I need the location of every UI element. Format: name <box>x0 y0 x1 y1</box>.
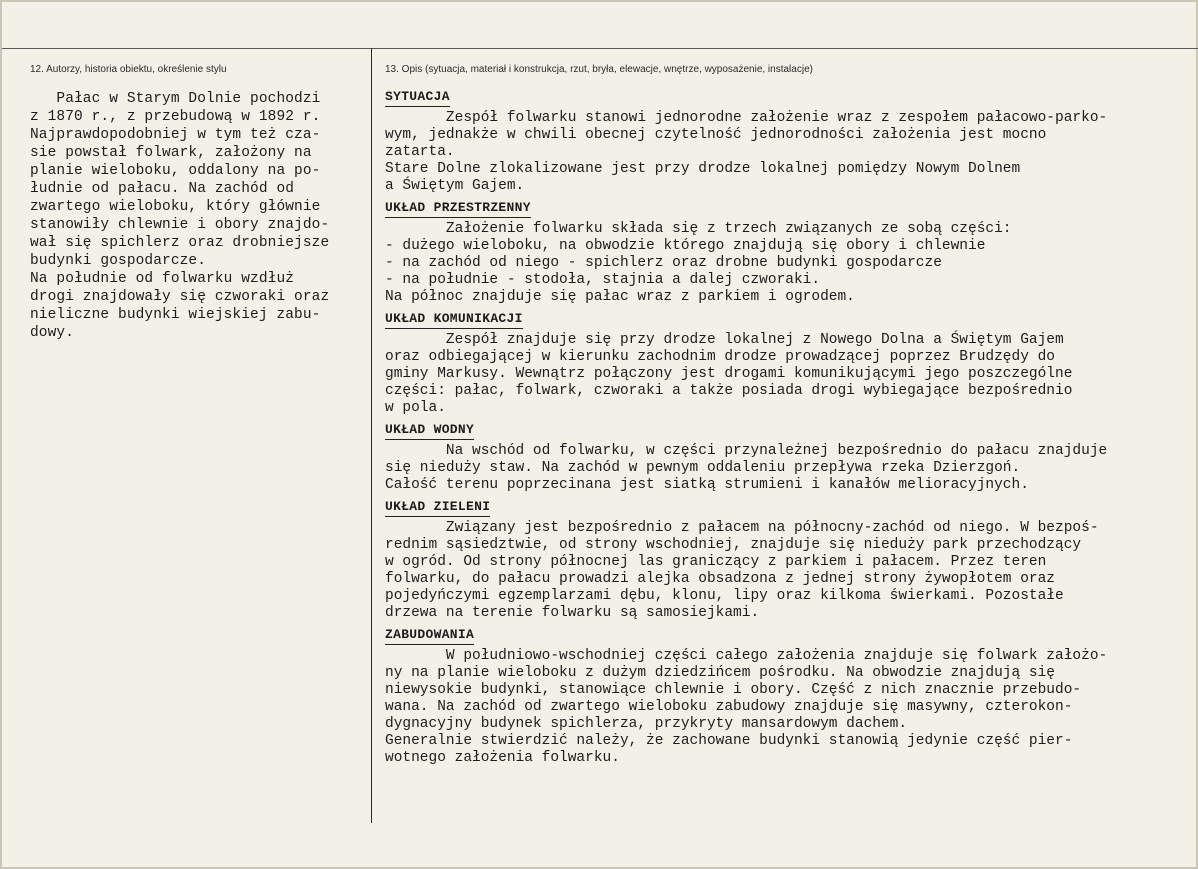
section-line: gminy Markusy. Wewnątrz połączony jest drogami komunikującymi jego poszczególne <box>385 366 1073 382</box>
section-line: Stare Dolne zlokalizowane jest przy drodze lokalnej pomiędzy Nowym Dolnem <box>385 161 1021 177</box>
section-title: UKŁAD KOMUNIKACJI <box>385 310 523 329</box>
history-line: zwartego wieloboku, który głównie <box>30 199 321 215</box>
history-line: drogi znajdowały się czworaki oraz <box>30 289 330 305</box>
section-body <box>385 110 1195 195</box>
section-line: pojedyńczymi egzemplarzami dębu, klonu, lipy oraz kilkoma świerkami. Pozostałe <box>385 588 1064 604</box>
section-sytuacja <box>385 88 1195 195</box>
history-line: planie wieloboku, oddalony na po- <box>30 163 321 179</box>
section-line: oraz odbiegającej w kierunku zachodnim drodze prowadzącej poprzez Brudzędy do <box>385 349 1056 365</box>
section-line: zatarta. <box>385 144 455 160</box>
history-line: z 1870 r., z przebudową w 1892 r. <box>30 109 321 125</box>
section-line: Zespół folwarku stanowi jednorodne założenie wraz z zespołem pałacowo-parko- <box>385 110 1108 126</box>
history-line: Na południe od folwarku wzdłuż <box>30 271 295 287</box>
top-rule <box>2 48 1198 49</box>
section-body <box>385 443 1195 494</box>
section-line: Na północ znajduje się pałac wraz z parkiem i ogrodem. <box>385 289 855 305</box>
section-line: folwarku, do pałacu prowadzi alejka obsadzona z jednej strony żywopłotem oraz <box>385 571 1056 587</box>
section-line: wym, jednakże w chwili obecnej czytelność jednorodności założenia jest mocno <box>385 127 1047 143</box>
section-line: niewysokie budynki, stanowiące chlewnie i obory. Część z nich znacznie przebudo- <box>385 682 1082 698</box>
section-zabudowania <box>385 626 1195 767</box>
section-body <box>385 648 1195 767</box>
section-line: a Świętym Gajem. <box>385 178 525 194</box>
history-line: nieliczne budynki wiejskiej zabu- <box>30 307 321 323</box>
history-text <box>30 90 370 342</box>
field-label-description: 13. Opis (sytuacja, materiał i konstrukcja, rzut, bryła, elewacje, wnętrze, wyposażenie, instalacje) <box>385 64 813 75</box>
history-line: stanowiły chlewnie i obory znajdo- <box>30 217 330 233</box>
section-title: UKŁAD WODNY <box>385 421 474 440</box>
section-line: W południowo-wschodniej części całego założenia znajduje się folwark założo- <box>385 648 1108 664</box>
section-body <box>385 520 1195 622</box>
section-title: ZABUDOWANIA <box>385 626 474 645</box>
section-body <box>385 221 1195 306</box>
history-line: wał się spichlerz oraz drobniejsze <box>30 235 330 251</box>
section-line: rednim sąsiedztwie, od strony wschodniej, znajduje się nieduży park przechodzący <box>385 537 1082 553</box>
history-line: budynki gospodarcze. <box>30 253 207 269</box>
field-label-authors-history: 12. Autorzy, historia obiektu, określenie stylu <box>30 64 227 75</box>
history-line: sie powstał folwark, założony na <box>30 145 312 161</box>
description-text <box>385 88 1195 767</box>
column-divider <box>371 48 372 823</box>
section-line: w pola. <box>385 400 446 416</box>
section-line: - dużego wieloboku, na obwodzie którego znajdują się obory i chlewnie <box>385 238 986 254</box>
history-line: łudnie od pałacu. Na zachód od <box>30 181 295 197</box>
history-line: dowy. <box>30 325 75 341</box>
section-title: UKŁAD ZIELENI <box>385 498 490 517</box>
history-line: Pałac w Starym Dolnie pochodzi <box>30 91 321 107</box>
section-title: UKŁAD PRZESTRZENNY <box>385 199 531 218</box>
section-line: wotnego założenia folwarku. <box>385 750 620 766</box>
section-line: ny na planie wieloboku z dużym dziedzińcem pośrodku. Na obwodzie znajdują się <box>385 665 1056 681</box>
section-układ-zieleni <box>385 498 1195 622</box>
section-line: dygnacyjny budynek spichlerza, przykryty mansardowym dachem. <box>385 716 908 732</box>
section-line: w ogród. Od strony północnej las graniczący z parkiem i pałacem. Przez teren <box>385 554 1047 570</box>
section-układ-przestrzenny <box>385 199 1195 306</box>
section-line: się nieduży staw. Na zachód w pewnym oddaleniu przepływa rzeka Dzierzgoń. <box>385 460 1021 476</box>
section-title: SYTUACJA <box>385 88 450 107</box>
section-układ-komunikacji <box>385 310 1195 417</box>
section-line: części: pałac, folwark, czworaki a także posiada drogi wybiegające bezpośrednio <box>385 383 1073 399</box>
section-line: - na południe - stodoła, stajnia a dalej czworaki. <box>385 272 821 288</box>
section-line: Na wschód od folwarku, w części przynależnej bezpośrednio do pałacu znajduje <box>385 443 1108 459</box>
section-line: - na zachód od niego - spichlerz oraz drobne budynki gospodarcze <box>385 255 942 271</box>
section-line: Związany jest bezpośrednio z pałacem na północny-zachód od niego. W bezpoś- <box>385 520 1099 536</box>
section-line: drzewa na terenie folwarku są samosiejkami. <box>385 605 760 621</box>
section-line: Całość terenu poprzecinana jest siatką strumieni i kanałów melioracyjnych. <box>385 477 1029 493</box>
section-line: Założenie folwarku składa się z trzech związanych ze sobą części: <box>385 221 1012 237</box>
section-line: Generalnie stwierdzić należy, że zachowane budynki stanowią jedynie część pier- <box>385 733 1073 749</box>
history-line: Najprawdopodobniej w tym też cza- <box>30 127 321 143</box>
section-układ-wodny <box>385 421 1195 494</box>
section-body <box>385 332 1195 417</box>
section-line: wana. Na zachód od zwartego wieloboku zabudowy znajduje się masywny, czterokon- <box>385 699 1073 715</box>
section-line: Zespół znajduje się przy drodze lokalnej z Nowego Dolna a Świętym Gajem <box>385 332 1064 348</box>
